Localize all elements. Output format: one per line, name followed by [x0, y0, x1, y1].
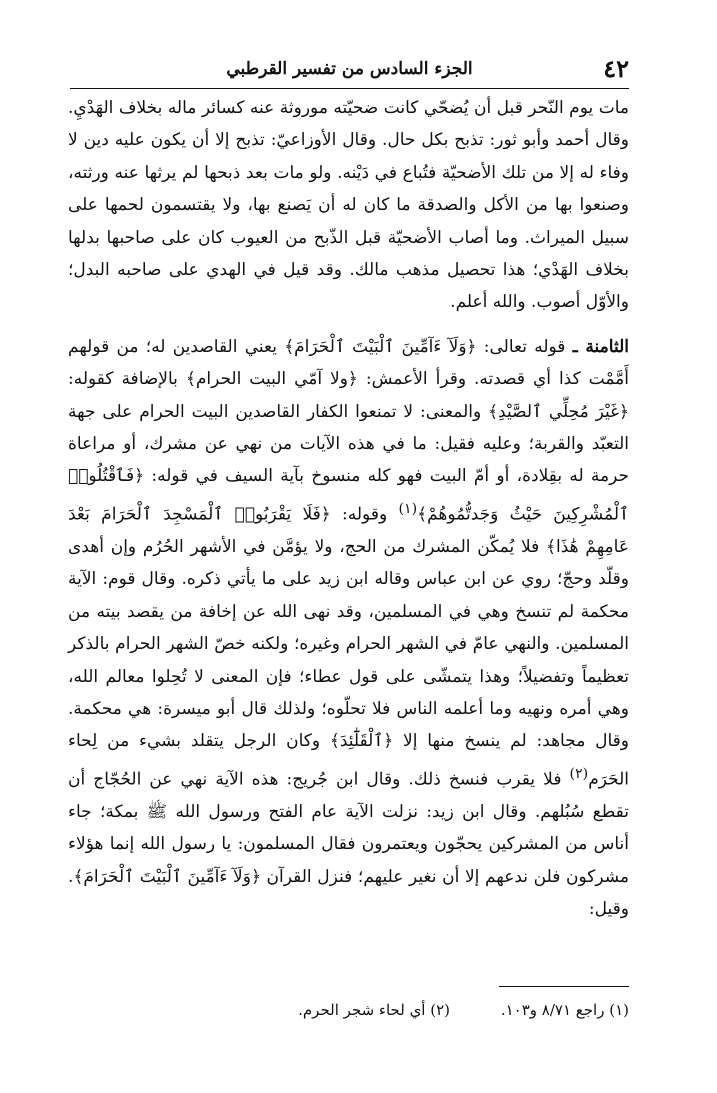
paragraph-2	[68, 331, 629, 926]
footnote-1: (١) راجع ٨/٧١ و١٠٣.	[500, 1001, 629, 1019]
running-title: الجزء السادس من تفسير القرطبي	[226, 59, 473, 79]
page-header	[70, 52, 629, 89]
footnote-2: (٢) أي لحاء شجر الحرم.	[298, 1001, 451, 1019]
footnotes	[70, 998, 629, 1022]
footnote-ref-2: (٢)	[569, 765, 589, 782]
footnote-ref-1: (١)	[398, 500, 418, 517]
section-lead: الثامنة ـ	[572, 336, 629, 357]
footnote-separator	[499, 986, 629, 987]
paragraph-2-end: فلا يقرب فنسخ ذلك. وقال ابن جُريج: هذه الآية نهي عن الحُجّاج أن تقطع سُبُلهم. وقال ابن زيد: نزلت الآية عام الفتح ورسول الله ﷺ بمكة؛ جاء أناس من المشركين يحجّون ويعتمرون فقال المسلمون: يا رسول الله إنما هؤلاء مشركون فلن ندعهم إلا أن نغير عليهم؛ فنزل القرآن ﴿وَلَآ ءَآمِّينَ ٱلْبَيْتَ ٱلْحَرَامَ﴾. وقيل:	[68, 769, 629, 920]
body-text	[68, 92, 629, 925]
paragraph-2-cont: وقوله: ﴿فَلَا يَقْرَبُوا۟ ٱلْمَسْجِدَ ٱلْحَرَامَ بَعْدَ عَامِهِمْ هَٰذَا﴾ فلا يُمكّن المشرك من الحج، ولا يؤمَّن في الأشهر الحُرُم وإن أهدى وقلّد وحجّ؛ روي عن ابن عباس وقاله ابن زيد على ما يأتي ذكره. وقال قوم: الآية محكمة لم تنسخ وهي في المسلمين، وقد نهى الله عن إخافة من يقصد بيته من المسلمين. والنهي عامّ في الشهر الحرام وغيره؛ ولكنه خصّ الشهر الحرام بالذكر تعظيماً وتفضيلاً؛ وهذا يتمشّى على قول عطاء؛ فإن المعنى لا تُحِلوا معالم الله، وهي أمره ونهيه وما أعلمه الناس فلا تحلّوه؛ ولذلك قال أبو ميسرة: هي محكمة. وقال مجاهد: لم ينسخ منها إلا ﴿ٱلْقَلَٰٓئِدَ﴾ وكان الرجل يتقلد بشيء من لِحاء الحَرَم	[68, 504, 629, 790]
paragraph-2-text: قوله تعالى: ﴿وَلَآ ءَآمِّينَ ٱلْبَيْتَ ٱلْحَرَامَ﴾ يعني القاصدين له؛ من قولهم أَمَّمْت كذا أي قصدته. وقرأ الأعمش: ﴿ولا آمّي البيت الحرام﴾ بالإضافة كقوله: ﴿غَيْرَ مُحِلِّي ٱلصَّيْدِ﴾ والمعنى: لا تمنعوا الكفار القاصدين البيت الحرام على جهة التعبّد والقربة؛ وعليه فقيل: ما في هذه الآيات من نهي عن مشرك، أو مراعاة حرمة له بقِلادة، أو أمّ البيت فهو كله منسوخ بآية السيف في قوله: ﴿فَٱقْتُلُوا۟ ٱلْمُشْرِكِينَ حَيْثُ وَجَدتُّمُوهُمْ﴾	[68, 336, 629, 525]
paragraph-1: مات يوم النّحر قبل أن يُضحّي كانت ضحيّته موروثة عنه كسائر ماله بخلاف الهَدْيِ. وقال أحمد وأبو ثور: تذبح بكل حال. وقال الأوزاعيّ: تذبح إلا أن يكون عليه دين لا وفاء له إلا من تلك الأضحيّة فتُباع في دَيْنه. ولو مات بعد ذبحها لم يرثها عنه ورثته، وصنعوا بها من الأكل والصدقة ما كان له أن يَصنع بها، ولا يقتسمون لحمها على سبيل الميراث. وما أصاب الأضحيّة قبل الذّبح من العيوب كان على صاحبها بدلها بخلاف الهَدْي؛ هذا تحصيل مذهب مالك. وقد قيل في الهدي على صاحبه البدل؛ والأوّل أصوب. والله أعلم.	[68, 98, 629, 313]
page-number: ٤٢	[603, 54, 629, 83]
